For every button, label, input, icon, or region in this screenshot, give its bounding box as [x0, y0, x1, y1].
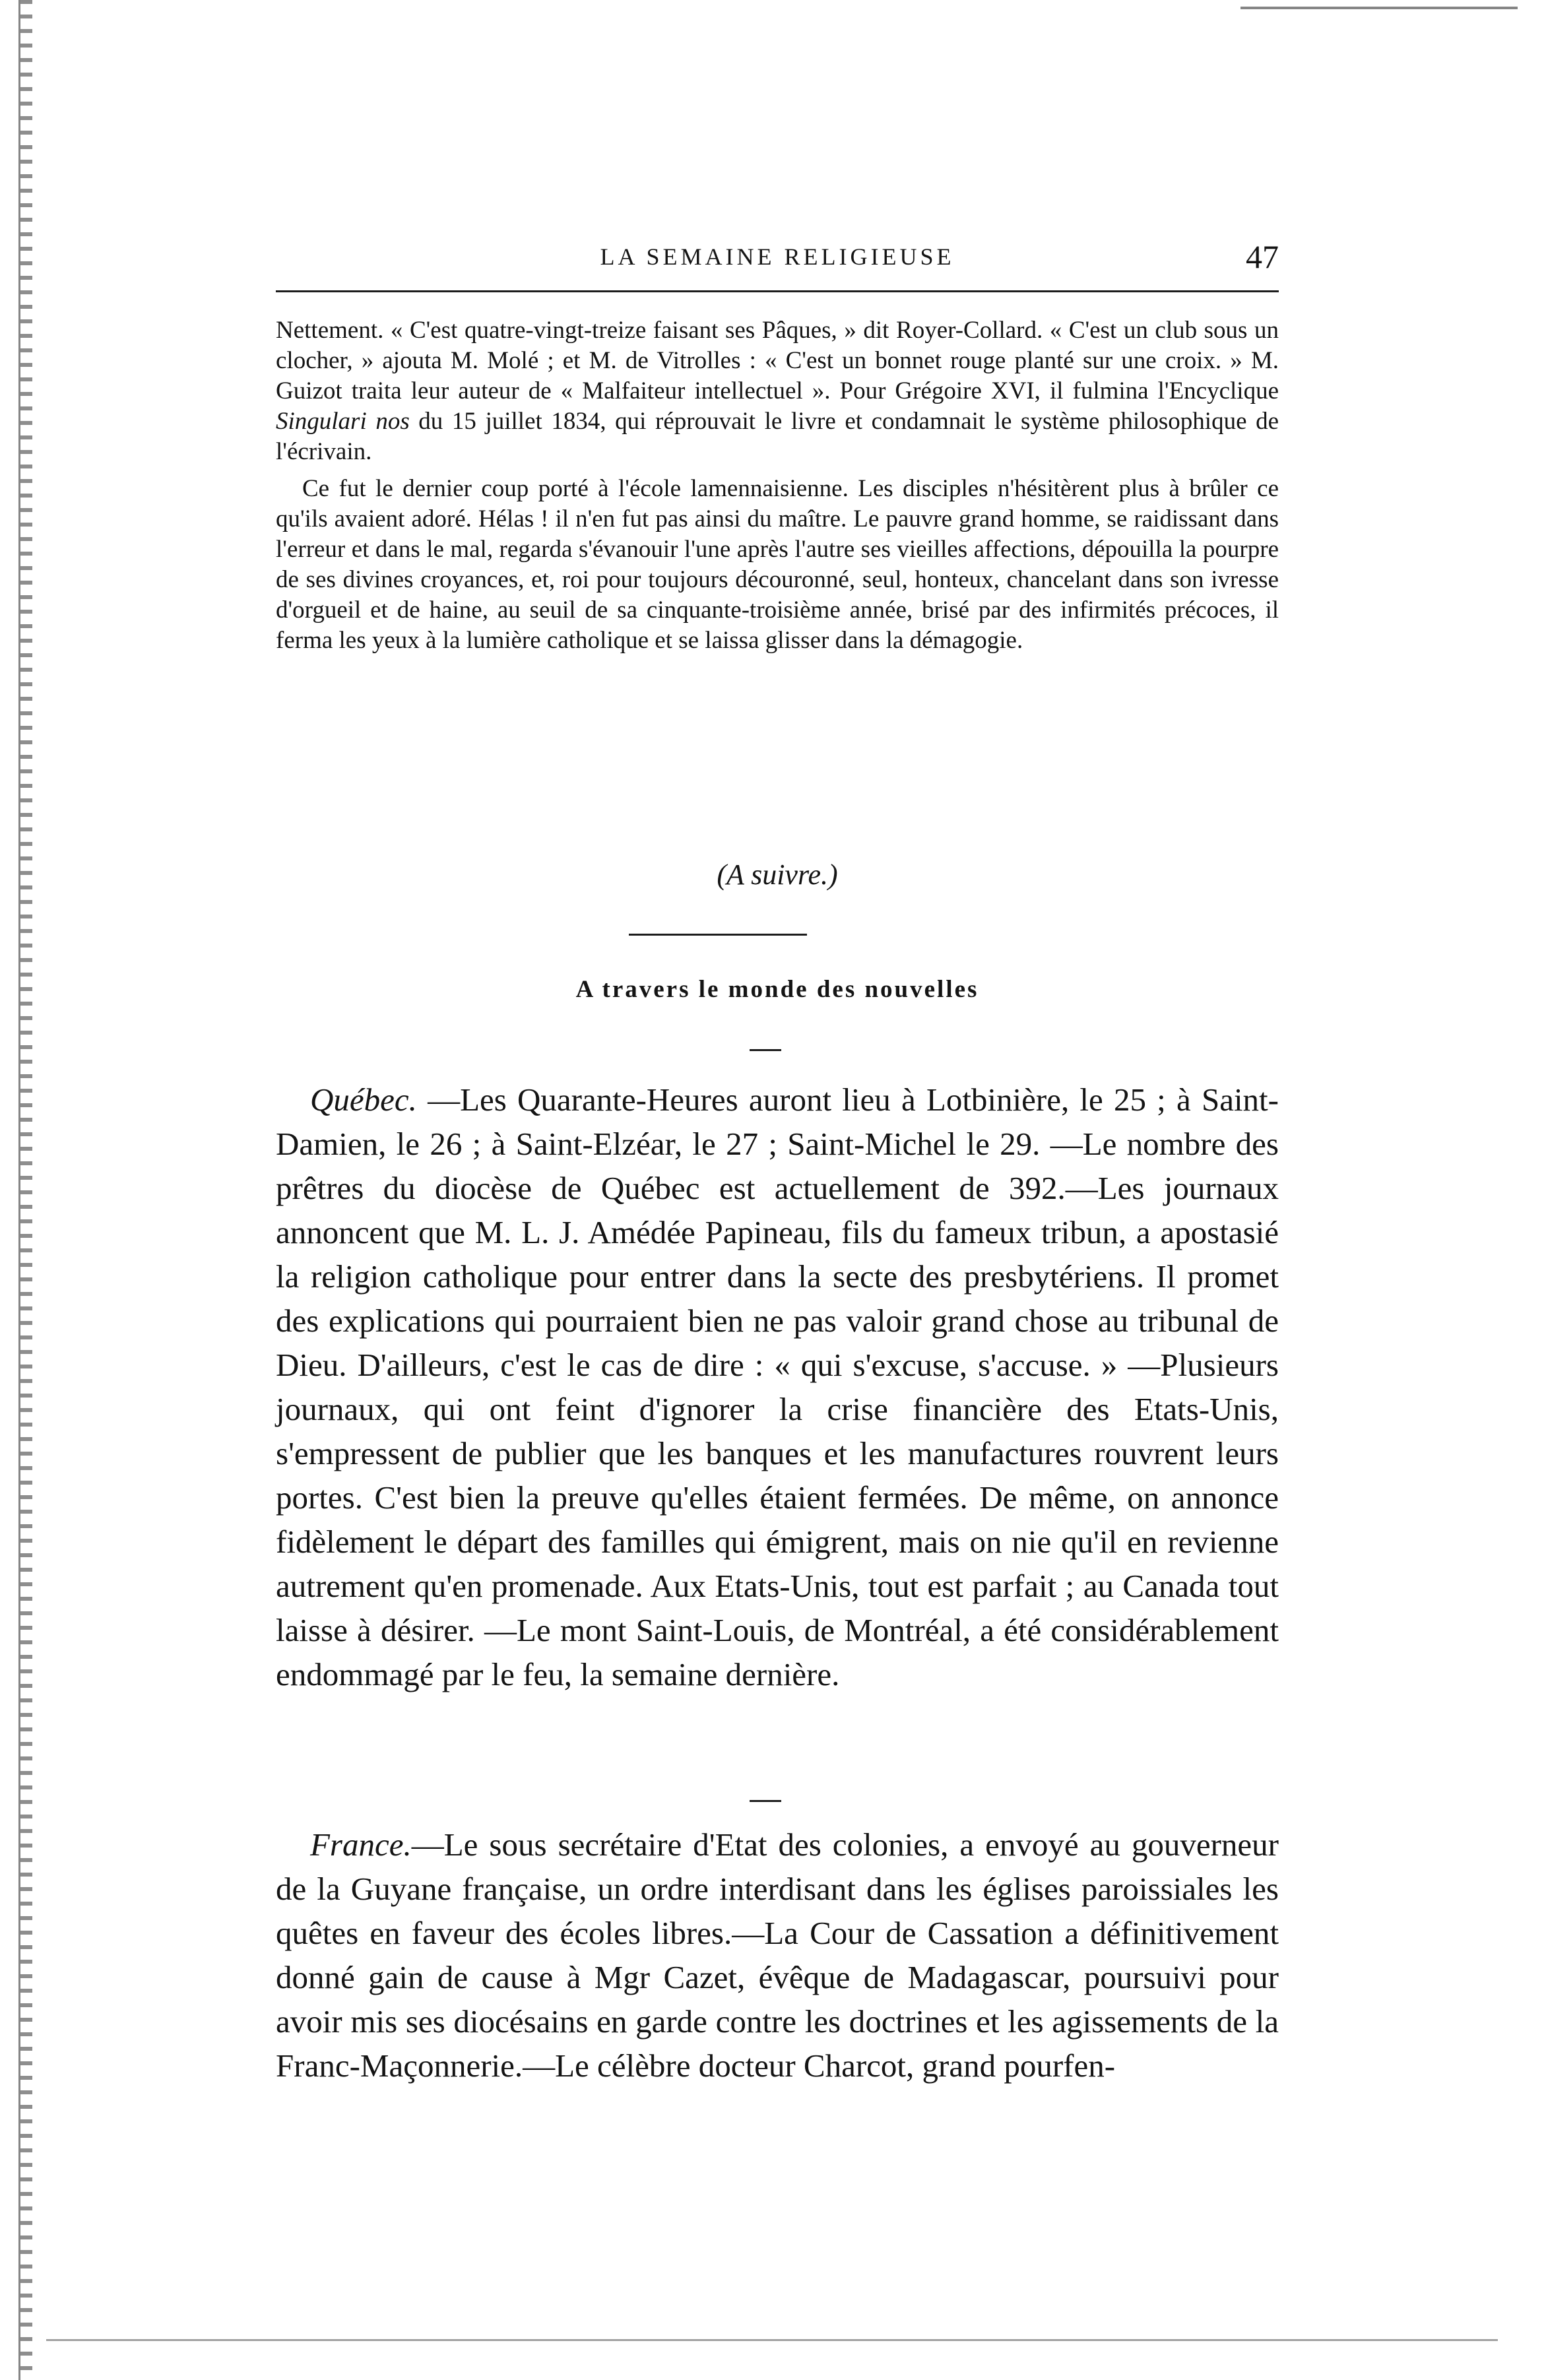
section-heading: A travers le monde des nouvelles — [575, 976, 979, 1003]
france-text: —Le sous secrétaire d'Etat des colonies, a envoyé au gouverneur de la Guyane française, un ordre interdisant dans les églises paroissiales les quêtes en faveur des écoles libres.—La Cour de Cassation a définitivement donné gain de cause à Mgr Cazet, évêque de Madagascar, poursuivi pour avoir mis ses diocésains en garde contre les doctrines et les agissements de la Franc-Maçonnerie.—Le célèbre docteur Charcot, grand pourfen- — [276, 1826, 1279, 2084]
page-number: 47 — [1246, 238, 1279, 275]
france-paragraph — [276, 1822, 1279, 2088]
encyclical-title: Singulari nos — [276, 408, 410, 435]
scan-top-mark — [1240, 7, 1518, 9]
news-france — [276, 1822, 1279, 2088]
heading-dash — [750, 1049, 781, 1051]
france-lead: France. — [310, 1826, 412, 1863]
quebec-text: —Les Quarante-Heures auront lieu à Lotbinière, le 25 ; à Saint-Damien, le 26 ; à Saint-Elzéar, le 27 ; Saint-Michel le 29. —Le nombre des prêtres du diocèse de Québec est actuellement de 392.—Les journaux annoncent que M. L. J. Amédée Papineau, fils du fameux tribun, a apostasié la religion catholique pour entrer dans la secte des presbytériens. Il promet des explications qui pourraient bien ne pas valoir grand chose au tribunal de Dieu. D'ailleurs, c'est le cas de dire : « qui s'excuse, s'accuse. » —Plusieurs journaux, qui ont feint d'ignorer la crise financière des Etats-Unis, s'empressent de publier que les banques et les manufactures rouvrent leurs portes. C'est bien la preuve qu'elles étaient fermées. De même, on annonce fidèlement le départ des familles qui émigrent, mais on nie qu'il en revienne autrement qu'en promenade. Aux Etats-Unis, tout est parfait ; au Canada tout laisse à désirer. —Le mont Saint-Louis, de Montréal, a été considérablement endommagé par le feu, la semaine dernière. — [276, 1081, 1279, 1692]
news-separator-dash — [750, 1800, 781, 1802]
news-quebec — [276, 1077, 1279, 1696]
article-paragraph-1 — [276, 315, 1279, 467]
running-title: LA SEMAINE RELIGIEUSE — [600, 243, 955, 270]
article-continuation — [276, 315, 1279, 656]
article-paragraph-2: Ce fut le dernier coup porté à l'école lamennaisienne. Les disciples n'hésitèrent plus à brûler ce qu'ils avaient adoré. Hélas ! il n'en fut pas ainsi du maître. Le pauvre grand homme, se raidissant dans l'erreur et dans le mal, regarda s'évanouir l'une après l'autre ses vieilles affections, dépouilla la pourpre de ses divines croyances, et, roi pour toujours découronné, seul, honteux, chancelant dans son ivresse d'orgueil et de haine, au seuil de sa cinquante-troisième année, brisé par des infirmités précoces, il ferma les yeux à la lumière catholique et se laissa glisser dans la démagogie. — [276, 475, 1279, 654]
header-rule — [276, 290, 1279, 292]
scan-binding-edge — [18, 0, 32, 2380]
quebec-lead: Québec. — [310, 1081, 417, 1118]
section-divider — [629, 934, 807, 936]
paragraph-1-text: Nettement. « C'est quatre-vingt-treize faisant ses Pâques, » dit Royer-Collard. « C'est un club sous un clocher, » ajouta M. Molé ; et M. de Vitrolles : « C'est un bonnet rouge planté sur une croix. » M. Guizot traita leur auteur de « Malfaiteur intellectuel ». Pour Grégoire XVI, il fulmina l'Encyclique — [276, 317, 1279, 404]
paragraph-1-end: du 15 juillet 1834, qui réprouvait le livre et condamnait le système philosophique de l'écrivain. — [276, 408, 1279, 465]
to-be-continued: (A suivre.) — [717, 858, 838, 891]
quebec-paragraph — [276, 1077, 1279, 1696]
book-page — [276, 0, 1279, 2380]
running-head — [276, 238, 1279, 282]
